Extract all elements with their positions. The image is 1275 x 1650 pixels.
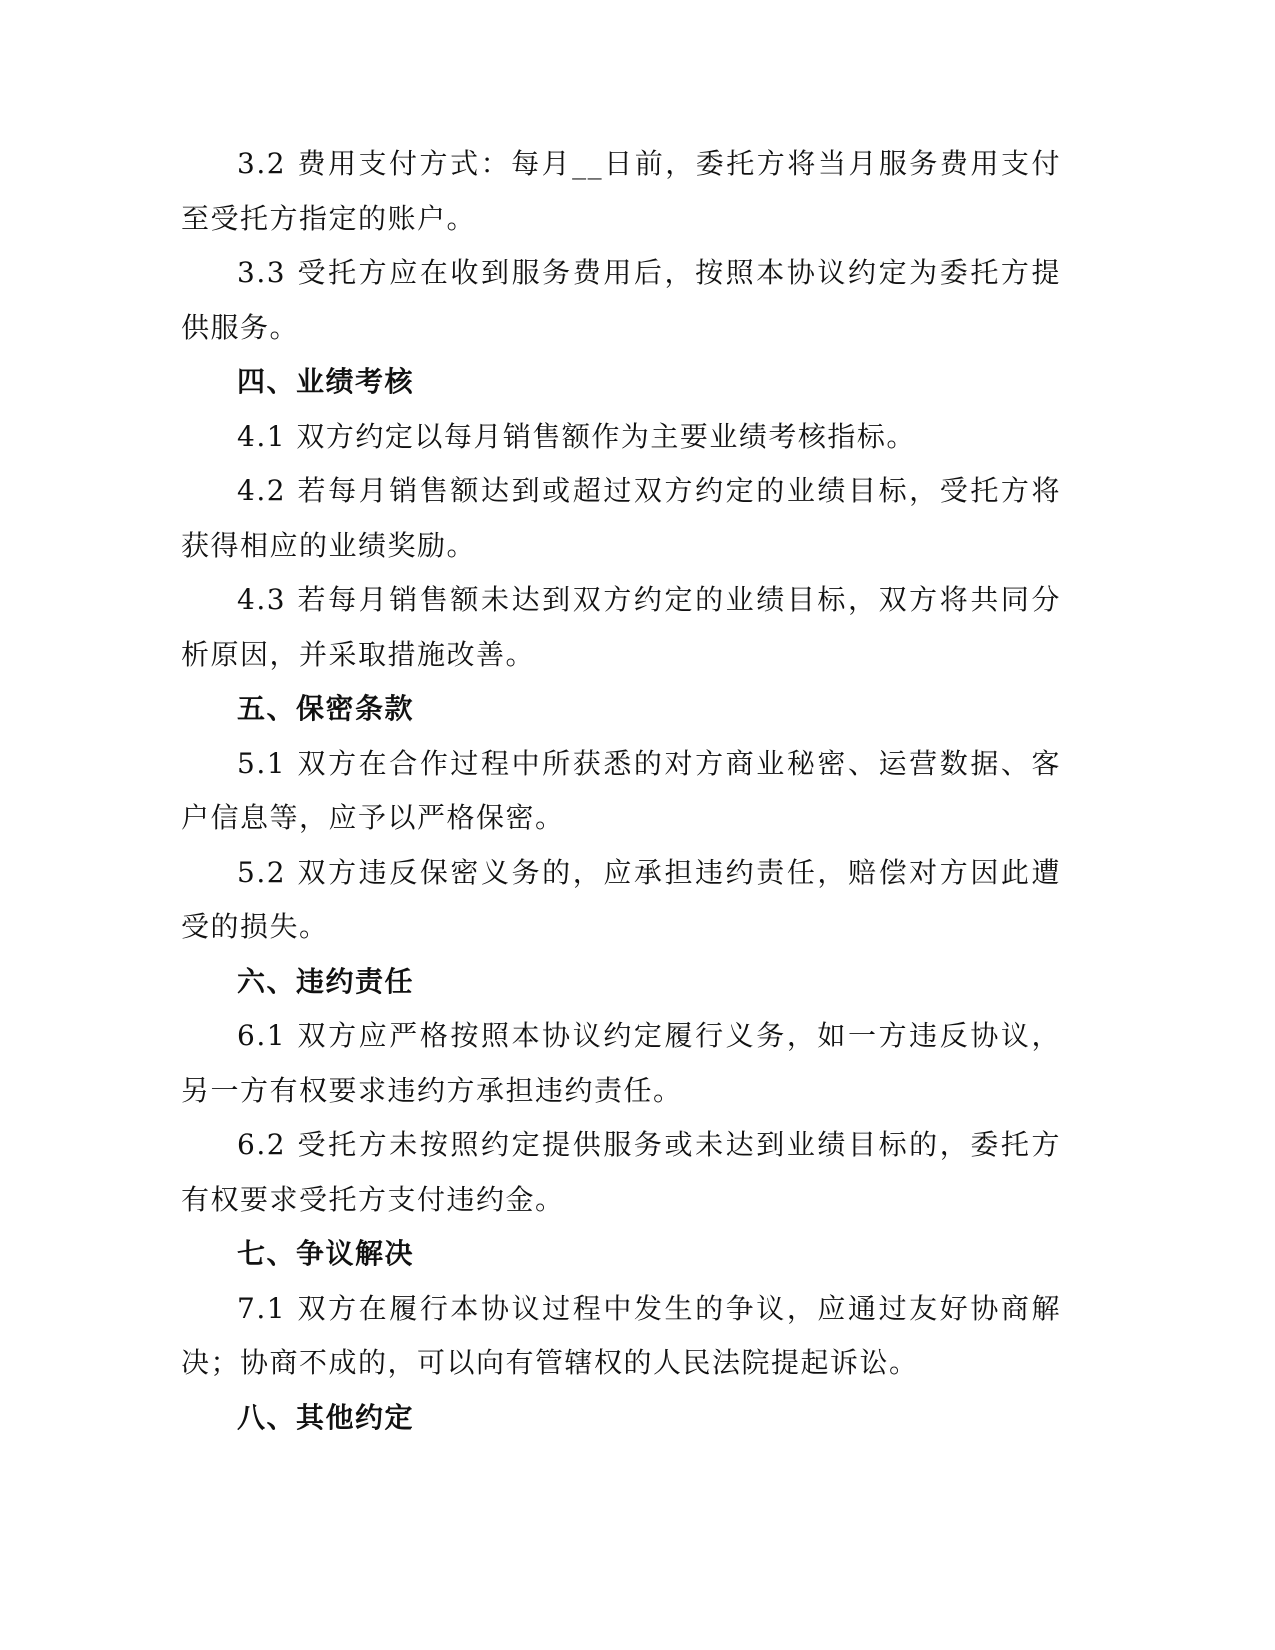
clause-5-1: 5.1 双方在合作过程中所获悉的对方商业秘密、运营数据、客户信息等，应予以严格保密。 [181, 746, 1061, 834]
clause-4-1: 4.1 双方约定以每月销售额作为主要业绩考核指标。 [237, 419, 916, 453]
clause-3-2: 3.2 费用支付方式：每月__日前，委托方将当月服务费用支付至受托方指定的账户。 [181, 147, 1061, 235]
section-heading-5: 五、保密条款 [237, 692, 415, 725]
clause-6-2: 6.2 受托方未按照约定提供服务或未达到业绩目标的，委托方有权要求受托方支付违约金。 [181, 1128, 1061, 1216]
section-heading-4: 四、业绩考核 [237, 365, 415, 398]
clause-4-2: 4.2 若每月销售额达到或超过双方约定的业绩目标，受托方将获得相应的业绩奖励。 [181, 474, 1061, 562]
document-body [181, 137, 1061, 1445]
clause-6-1: 6.1 双方应严格按照本协议约定履行义务，如一方违反协议，另一方有权要求违约方承担违约责任。 [181, 1019, 1061, 1107]
clause-4-3: 4.3 若每月销售额未达到双方约定的业绩目标，双方将共同分析原因，并采取措施改善。 [181, 583, 1061, 671]
clause-5-2: 5.2 双方违反保密义务的，应承担违约责任，赔偿对方因此遭受的损失。 [181, 855, 1061, 943]
clause-7-1: 7.1 双方在履行本协议过程中发生的争议，应通过友好协商解决；协商不成的，可以向有管辖权的人民法院提起诉讼。 [181, 1291, 1061, 1379]
clause-3-3: 3.3 受托方应在收到服务费用后，按照本协议约定为委托方提供服务。 [181, 256, 1061, 344]
section-heading-6: 六、违约责任 [237, 964, 415, 998]
section-heading-7: 七、争议解决 [237, 1237, 415, 1270]
section-heading-8: 八、其他约定 [237, 1400, 415, 1434]
